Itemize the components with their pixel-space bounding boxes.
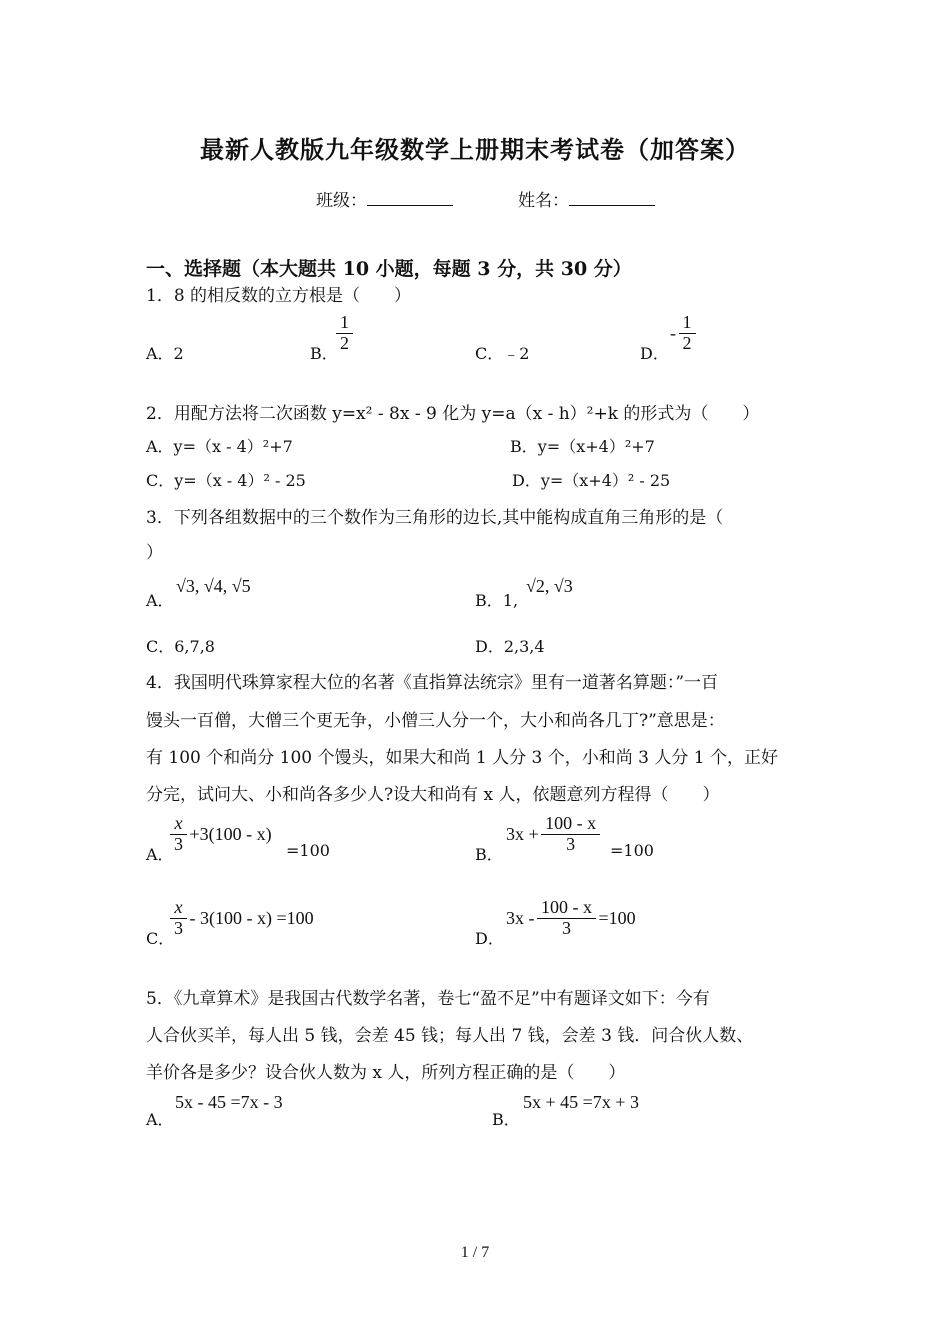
q1-option-b-label: B． xyxy=(310,344,338,363)
q4-a-num: x xyxy=(174,813,183,833)
q2-option-c: C．y=（x - 4）² - 25 xyxy=(146,471,306,490)
q5-option-a-label: A． xyxy=(146,1110,174,1129)
q3-stem-line1: 3．下列各组数据中的三个数作为三角形的边长,其中能构成直角三角形的是（ xyxy=(146,508,724,528)
q3-stem-line2: ） xyxy=(146,543,163,563)
page-title: 最新人教版九年级数学上册期末考试卷（加答案） xyxy=(200,135,750,164)
q2-stem: 2．用配方法将二次函数 y=x² - 8x - 9 化为 y=a（x - h）²+k 的形式为（ ） xyxy=(146,404,760,424)
q5-line1: 5．《九章算术》是我国古代数学名著，卷七“盈不足”中有题译文如下：今有 xyxy=(146,989,710,1009)
q1-b-num: 1 xyxy=(340,312,349,332)
q1-d-sign: - xyxy=(670,322,676,343)
q1-b-den: 2 xyxy=(340,332,349,353)
q1-option-d-label: D． xyxy=(640,344,669,363)
class-blank xyxy=(367,191,453,206)
q1-option-d-fraction xyxy=(670,313,694,354)
q4-option-b-math xyxy=(506,814,598,855)
q4-option-b-eq: =100 xyxy=(610,841,654,860)
q1-option-b-fraction xyxy=(338,313,351,354)
q4-b-den: 3 xyxy=(566,833,576,854)
name-label: 姓名： xyxy=(518,191,569,211)
section-heading: 一、选择题（本大题共 10 小题，每题 3 分，共 30 分） xyxy=(146,258,632,280)
q1-stem: 1．8 的相反数的立方根是（ ） xyxy=(146,286,412,306)
q4-c-den: 3 xyxy=(174,917,183,938)
q3-option-c: C．6,7,8 xyxy=(146,637,215,656)
q2-option-a: A．y=（x - 4）²+7 xyxy=(146,437,293,456)
q4-d-eq: =100 xyxy=(598,907,636,928)
q5-option-b-label: B． xyxy=(492,1110,520,1129)
q4-option-b-label: B． xyxy=(475,845,503,864)
q2-option-b: B．y=（x+4）²+7 xyxy=(510,437,655,456)
q1-d-num: 1 xyxy=(682,312,692,332)
q3-option-d: D．2,3,4 xyxy=(475,637,545,656)
q4-line2: 馒头一百僧，大僧三个更无争，小僧三人分一个，大小和尚各几丁?”意思是： xyxy=(146,711,725,731)
q4-line3: 有 100 个和尚分 100 个馒头，如果大和尚 1 人分 3 个，小和尚 3 人分 1 个，正好 xyxy=(146,748,779,768)
q4-d-pre: 3x - xyxy=(506,907,535,928)
q4-line4: 分完，试问大、小和尚各多少人?设大和尚有 x 人，依题意列方程得（ ） xyxy=(146,785,720,805)
q4-a-den: 3 xyxy=(174,833,183,854)
q4-option-a-math xyxy=(172,814,272,855)
q2-option-d: D．y=（x+4）² - 25 xyxy=(512,471,671,490)
q4-option-d-label: D． xyxy=(475,929,504,948)
q1-d-den: 2 xyxy=(682,332,692,353)
q4-c-rest: - 3(100 - x) =100 xyxy=(189,907,314,928)
q4-option-a-eq: =100 xyxy=(286,841,330,860)
q4-b-num: 100 - x xyxy=(545,813,597,833)
name-blank xyxy=(569,191,655,206)
class-field xyxy=(316,186,453,211)
q4-option-c-math xyxy=(172,898,314,939)
q1-option-c: C．﹣2 xyxy=(475,344,530,363)
page-number: 1 / 7 xyxy=(460,1244,490,1261)
q4-option-c-label: C． xyxy=(146,929,175,948)
q5-line3: 羊价各是多少？设合伙人数为 x 人，所列方程正确的是（ ） xyxy=(146,1063,626,1083)
q4-c-num: x xyxy=(174,897,183,917)
q4-d-num: 100 - x xyxy=(541,897,592,917)
q4-d-den: 3 xyxy=(562,917,571,938)
q5-option-a-math: 5x - 45 =7x - 3 xyxy=(175,1092,283,1112)
q3-option-b-label: B．1, xyxy=(475,591,519,610)
class-label: 班级： xyxy=(316,191,367,211)
q3-option-a-label: A． xyxy=(146,591,174,610)
q1-option-a: A．2 xyxy=(146,344,184,363)
q5-line2: 人合伙买羊，每人出 5 钱，会差 45 钱；每人出 7 钱，会差 3 钱．问合伙人数、 xyxy=(146,1026,754,1046)
q5-option-b-math: 5x + 45 =7x + 3 xyxy=(523,1092,639,1112)
q4-b-pre: 3x + xyxy=(506,823,539,844)
q4-a-rest: +3(100 - x) xyxy=(189,823,272,844)
q4-line1: 4．我国明代珠算家程大位的名著《直指算法统宗》里有一道著名算题：”一百 xyxy=(146,673,719,693)
q3-option-a-math: √3, √4, √5 xyxy=(176,576,251,596)
name-field xyxy=(518,186,655,211)
q3-option-b-math: √2, √3 xyxy=(526,576,573,596)
q4-option-d-math xyxy=(506,898,636,939)
q4-option-a-label: A． xyxy=(146,845,174,864)
